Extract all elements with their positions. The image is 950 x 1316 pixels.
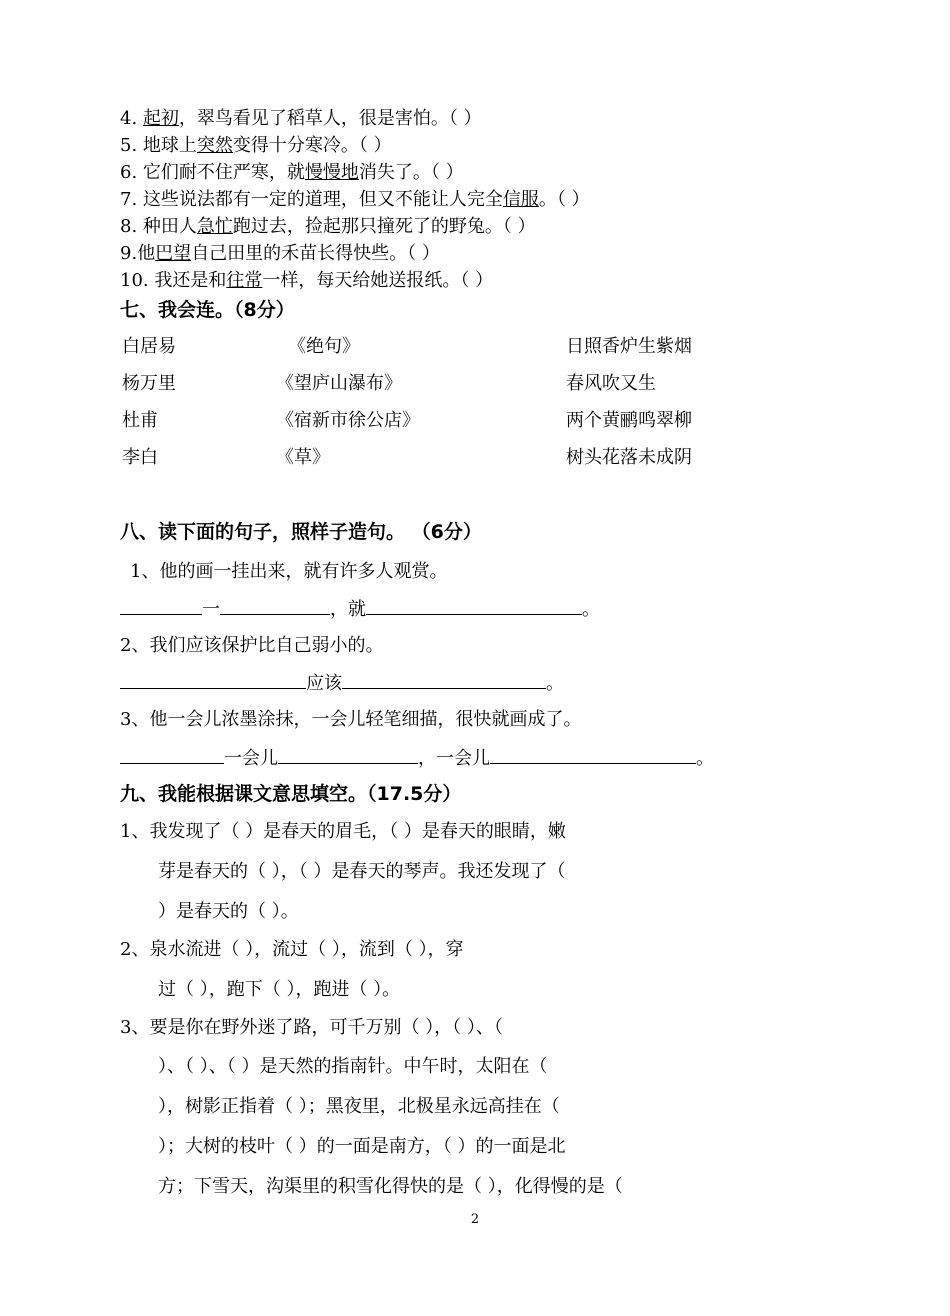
poem-title: 《草》: [276, 447, 330, 468]
answer-blank[interactable]: [278, 745, 418, 764]
list-item: 4. 起初，翠鸟看见了稻草人，很是害怕。（ ）: [120, 108, 482, 129]
answer-line: 一会儿 ，一会儿 。: [120, 745, 714, 771]
poem-line: 两个黄鹂鸣翠柳: [566, 410, 692, 431]
poem-title: 《望庐山瀑布》: [276, 373, 402, 394]
poem-line: 树头花落未成阴: [566, 447, 692, 468]
example-sentence: 3、他一会儿浓墨涂抹，一会儿轻笔细描，很快就画成了。: [120, 709, 582, 730]
poem-line: 春风吹又生: [566, 373, 656, 394]
poet-name: 李白: [122, 447, 158, 468]
poet-name: 杨万里: [122, 373, 176, 394]
fill-in-line: 2、泉水流进（ ），流过（ ），流到（ ），穿: [120, 939, 464, 960]
poet-name: 杜甫: [122, 410, 158, 431]
example-sentence: 2、我们应该保护比自己弱小的。: [120, 635, 384, 656]
answer-line: 应该 。: [120, 670, 564, 696]
poet-name: 白居易: [122, 336, 176, 357]
page-number: 2: [470, 1212, 480, 1227]
list-item: 8. 种田人急忙跑过去，捡起那只撞死了的野兔。（ ）: [120, 216, 536, 237]
section-heading: 八、读下面的句子，照样子造句。 （6分）: [120, 521, 482, 543]
fill-in-line: 方；下雪天，沟渠里的积雪化得快的是（ ），化得慢的是（: [158, 1176, 623, 1197]
list-item: 5. 地球上突然变得十分寒冷。（ ）: [120, 135, 392, 156]
list-item: 7. 这些说法都有一定的道理，但又不能让人完全信服。（ ）: [120, 189, 590, 210]
fill-in-line: ）、（ ）、（ ）是天然的指南针。中午时，太阳在（: [158, 1056, 548, 1077]
fill-in-line: ），树影正指着（ ）；黑夜里，北极星永远高挂在（: [158, 1096, 560, 1117]
answer-line: 一 ，就 。: [120, 596, 600, 622]
section-heading: 九、我能根据课文意思填空。（17.5分）: [120, 783, 462, 805]
answer-blank[interactable]: [120, 596, 202, 615]
fill-in-line: ）；大树的枝叶（ ）的一面是南方，（ ）的一面是北: [158, 1136, 566, 1157]
fill-in-line: 1、我发现了（ ）是春天的眉毛，（ ）是春天的眼睛，嫩: [120, 821, 566, 842]
list-item: 9.他巴望自己田里的禾苗长得快些。（ ）: [120, 243, 440, 264]
answer-blank[interactable]: [120, 745, 224, 764]
list-item: 6. 它们耐不住严寒，就慢慢地消失了。（ ）: [120, 162, 464, 183]
answer-blank[interactable]: [120, 670, 306, 689]
poem-line: 日照香炉生紫烟: [566, 336, 692, 357]
poem-title: 《宿新市徐公店》: [276, 410, 420, 431]
example-sentence: 1、他的画一挂出来，就有许多人观赏。: [130, 561, 448, 582]
fill-in-line: 芽是春天的（ ），（ ）是春天的琴声。我还发现了（: [158, 861, 566, 882]
fill-in-line: 过（ ），跑下（ ），跑进（ ）。: [158, 979, 401, 1000]
answer-blank[interactable]: [342, 670, 546, 689]
answer-blank[interactable]: [366, 596, 582, 615]
poem-title: 《绝句》: [288, 336, 360, 357]
section-heading: 七、我会连。（8分）: [120, 299, 295, 321]
answer-blank[interactable]: [490, 745, 696, 764]
answer-blank[interactable]: [220, 596, 330, 615]
fill-in-line: ）是春天的（ ）。: [158, 901, 299, 922]
fill-in-line: 3、要是你在野外迷了路，可千万别（ ），（ ）、（: [120, 1017, 503, 1038]
list-item: 10. 我还是和往常一样，每天给她送报纸。（ ）: [120, 270, 494, 291]
